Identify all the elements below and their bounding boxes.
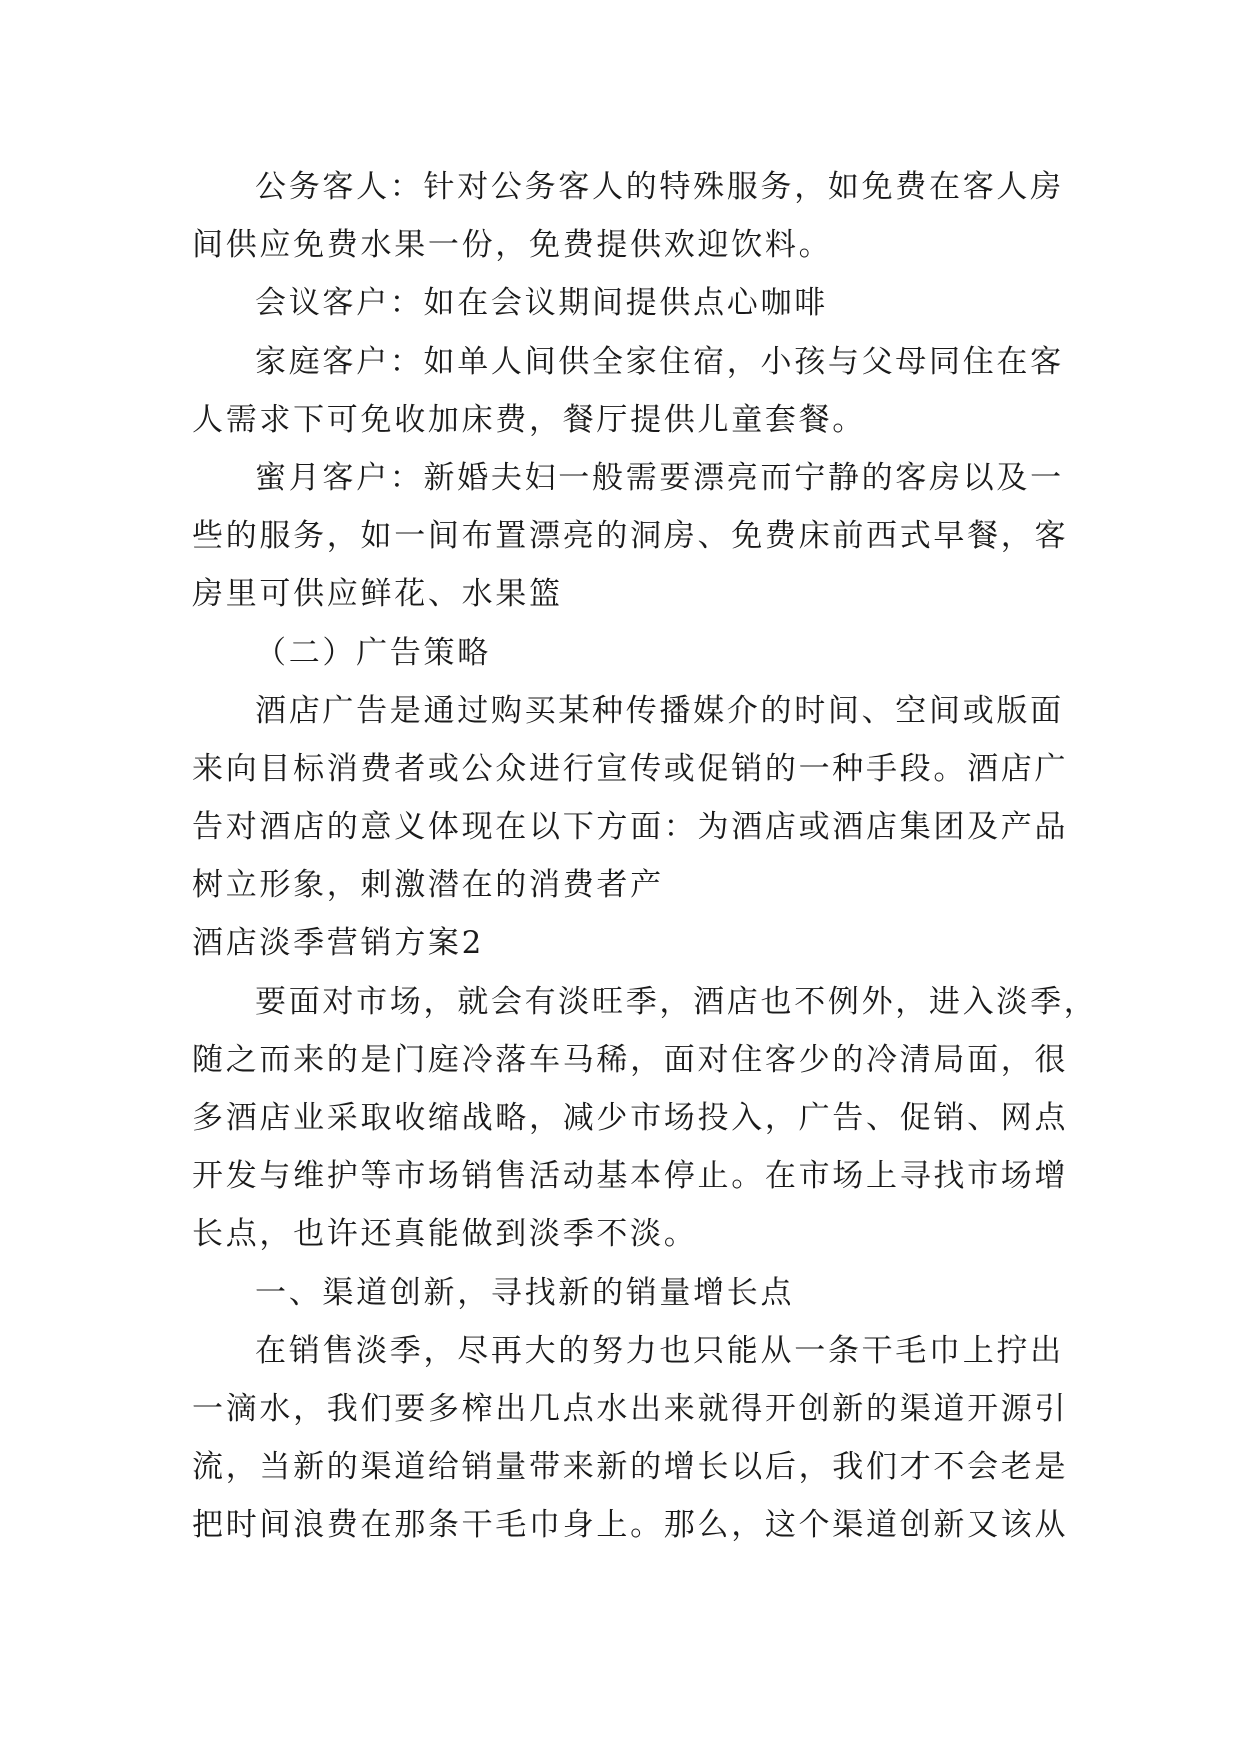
paragraph-line: 些的服务，如一间布置漂亮的洞房、免费床前西式早餐，客 — [192, 518, 1069, 555]
paragraph-line: 长点，也许还真能做到淡季不淡。 — [192, 1216, 698, 1253]
paragraph-line: 间供应免费水果一份，免费提供欢迎饮料。 — [192, 227, 833, 264]
paragraph-line: 随之而来的是门庭冷落车马稀，面对住客少的冷清局面，很 — [192, 1041, 1069, 1078]
paragraph-line: 流，当新的渠道给销量带来新的增长以后，我们才不会老是 — [192, 1449, 1069, 1486]
paragraph-line: 酒店广告是通过购买某种传播媒介的时间、空间或版面 — [255, 692, 1064, 729]
paragraph-line: 在销售淡季，尽再大的努力也只能从一条干毛巾上拧出 — [255, 1332, 1064, 1369]
paragraph-line: 开发与维护等市场销售活动基本停止。在市场上寻找市场增 — [192, 1158, 1069, 1195]
document-body — [192, 158, 1098, 1555]
paragraph-line: 会议客户：如在会议期间提供点心咖啡 — [255, 285, 828, 322]
paragraph-line: 把时间浪费在那条干毛巾身上。那么，这个渠道创新又该从 — [192, 1507, 1069, 1544]
paragraph-line: 来向目标消费者或公众进行宣传或促销的一种手段。酒店广 — [192, 750, 1069, 787]
paragraph-line: 房里可供应鲜花、水果篮 — [192, 576, 563, 613]
paragraph-line: 要面对市场，就会有淡旺季，酒店也不例外，进入淡季， — [255, 983, 1098, 1020]
paragraph-line: 一滴水，我们要多榨出几点水出来就得开创新的渠道开源引 — [192, 1390, 1069, 1427]
document-title: 酒店淡季营销方案2 — [192, 925, 485, 962]
paragraph-line: 公务客人：针对公务客人的特殊服务，如免费在客人房 — [255, 169, 1064, 205]
section-heading: （二）广告策略 — [255, 634, 491, 671]
paragraph-line: 家庭客户：如单人间供全家住宿，小孩与父母同住在客 — [255, 343, 1064, 380]
paragraph-line: 蜜月客户：新婚夫妇一般需要漂亮而宁静的客房以及一 — [255, 459, 1064, 496]
paragraph-line: 人需求下可免收加床费，餐厅提供儿童套餐。 — [192, 401, 866, 438]
paragraph-line: 多酒店业采取收缩战略，减少市场投入，广告、促销、网点 — [192, 1100, 1069, 1136]
paragraph-line: 树立形象，刺激潜在的消费者产 — [192, 867, 664, 904]
section-heading: 一、渠道创新，寻找新的销量增长点 — [255, 1274, 795, 1311]
paragraph-line: 告对酒店的意义体现在以下方面：为酒店或酒店集团及产品 — [192, 809, 1069, 846]
